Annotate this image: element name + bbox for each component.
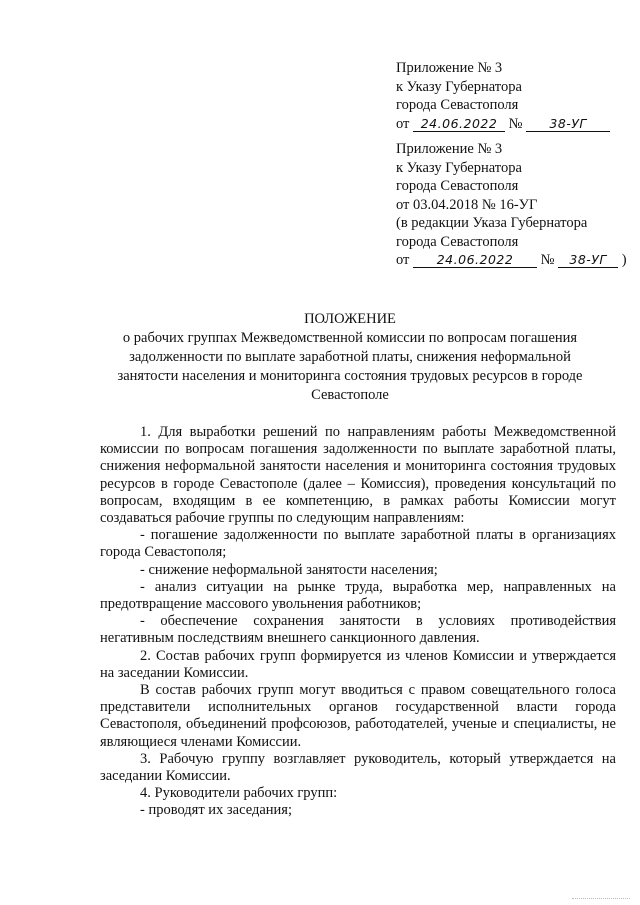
list-item-4: - обеспечение сохранения занятости в условиях противодействия негативным последствиям внешнего санкционного давления. [100,613,616,647]
annex-original-line4: от 03.04.2018 № 16-УГ [396,196,538,213]
annex-current-line3: города Севастополя [396,97,519,113]
annex-current-line2: к Указу Губернатора [396,78,522,95]
title-heading: ПОЛОЖЕНИЕ [304,311,396,327]
annex-current-date-line [396,115,610,134]
paragraph-4: 4. Руководители рабочих групп: [140,785,338,802]
annex-current-line1: Приложение № 3 [396,60,503,76]
paragraph-3: 3. Рабочую группу возглавляет руководитель, который утверждается на заседании Комиссии. [100,750,616,785]
annex-original-number-prefix: № [540,252,555,268]
document-body [100,424,616,820]
annex-original-line3: города Севастополя [396,178,519,194]
annex-original-line1: Приложение № 3 [396,141,503,157]
annex-original-date-prefix: от [396,252,410,268]
list-item-3: - анализ ситуации на рынке труда, выработка мер, направленных на предотвращение массового увольнения работников; [100,578,616,613]
paragraph-2: 2. Состав рабочих групп формируется из членов Комиссии и утверждается на заседании Комиссии. [100,647,616,681]
list-item-5: - проводят их заседания; [140,802,292,819]
list-item-1: - погашение задолженности по выплате заработной платы в организациях города Севастополя; [100,527,616,561]
annex-current-date-prefix: от [396,115,410,132]
annex-original-date: 24.06.2022 [413,252,537,268]
annex-original-date-line [396,251,627,270]
paragraph-1: 1. Для выработки решений по направлениям работы Межведомственной комиссии по вопросам погашения задолженности по выплате заработной платы, снижения неформальной занятости населения и мониторинга состояния трудовых ресурсов в городе Севастополе (далее – Комиссия), проведения консультаций по вопросам, входящим в ее компетенцию, в рамках работы Комиссии могут создаваться рабочие группы по следующим направлениям: [100,424,616,527]
annex-original-closing: ) [621,252,627,268]
annex-current-number: 38-УГ [526,116,610,132]
paragraph-2b: В состав рабочих групп могут вводиться с правом совещательного голоса представители исполнительных органов государственной власти города Севастополя, объединений профсоюзов, работодателей, ученые и специалисты, не являющиеся членами Комиссии. [100,682,616,750]
scan-artifact [572,894,630,899]
title-subtitle: о рабочих группах Межведомственной комиссии по вопросам погашения задолженности по выплате заработной платы, снижения неформальной занятости населения и мониторинга состояния трудовых ресурсов в городе Севастополе [117,330,583,403]
annex-original-number: 38-УГ [558,252,618,268]
annex-current-number-prefix: № [508,115,523,132]
annex-original-line6: города Севастополя [396,233,519,250]
annex-current [396,59,610,133]
annex-original [396,140,627,270]
document-title [100,310,600,405]
list-item-2: - снижение неформальной занятости населения; [140,561,438,578]
annex-original-line5: (в редакции Указа Губернатора [396,215,588,231]
annex-original-line2: к Указу Губернатора [396,159,522,176]
annex-current-date: 24.06.2022 [413,116,505,132]
